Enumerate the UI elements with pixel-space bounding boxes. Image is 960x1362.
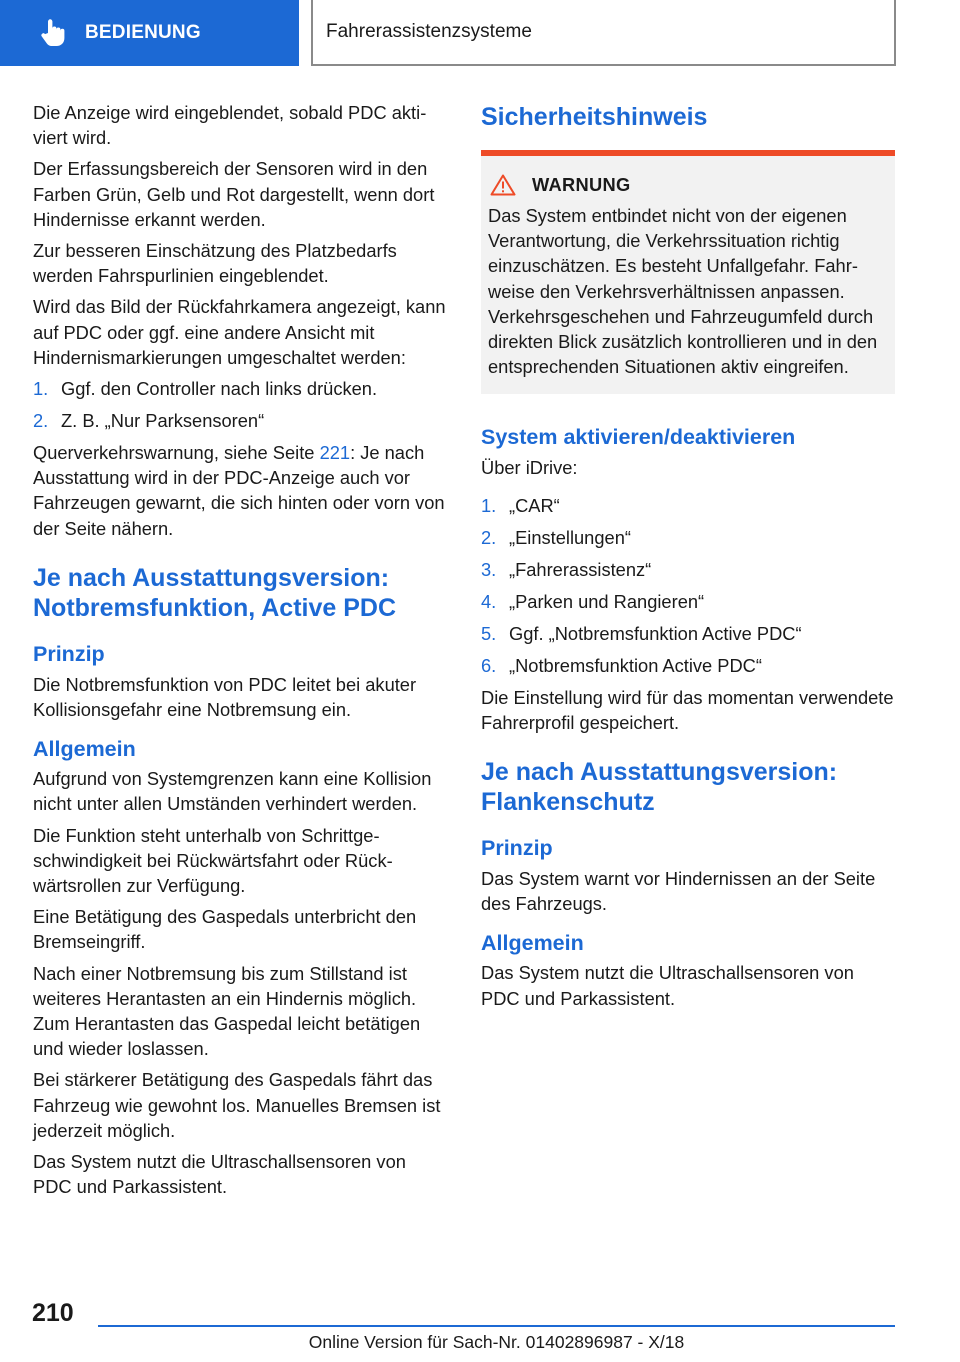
paragraph: Das System nutzt die Ultraschallsensoren von PDC und Parkassistent. [481, 962, 854, 1009]
list-item [481, 557, 895, 582]
list-item [481, 621, 895, 646]
step-list [481, 493, 895, 678]
section-label: BEDIENUNG [85, 22, 201, 43]
left-column [33, 100, 449, 1206]
paragraph: Nach einer Notbremsung bis zum Stillstand ist weiteres Herantasten an ein Hindernis möglich. Zum Herantasten das Gaspedal leicht betätigen und wieder loslassen. [33, 962, 421, 1060]
header-section-tab [0, 0, 299, 66]
step-number: 4. [481, 590, 497, 612]
page-number: 210 [32, 1299, 74, 1327]
warning-box [481, 150, 895, 394]
heading-sicherheitshinweis: Sicherheitshinweis [481, 103, 708, 131]
step-number: 2. [33, 410, 49, 432]
paragraph: Die Einstellung wird für das momentan verwendete Fahrerprofil gespeichert. [481, 686, 894, 733]
footer-text: Online Version für Sach-Nr. 01402896987 - X/18 [308, 1332, 685, 1352]
warning-title: WARNUNG [532, 174, 631, 195]
chapter-title-text: Fahrerassistenzsysteme [326, 21, 532, 42]
warning-triangle-icon [490, 174, 516, 196]
paragraph: Aufgrund von Systemgrenzen kann eine Kollision nicht unter allen Umständen verhindert werden. [33, 768, 432, 815]
step-number: 1. [481, 494, 497, 516]
paragraph: Die Notbremsfunktion von PDC leitet bei akuter Kollisionsgefahr eine Notbremsung ein. [33, 673, 417, 721]
step-number: 6. [481, 654, 497, 676]
step-number: 2. [481, 526, 497, 548]
step-list [33, 376, 449, 433]
warning-header [488, 174, 888, 196]
text-span: : Je nach Ausstattung wird in der PDC-Anzeige auch vor Fahrzeugen gewarnt, die sich hinten oder vorn von der Seite nähern. [33, 442, 445, 539]
step-text: Ggf. den Controller nach links drücken. [61, 378, 378, 400]
list-item [481, 525, 895, 550]
heading-notbremsfunktion: Je nach Ausstattungsversion: Notbremsfunktion, Active PDC [33, 563, 397, 622]
paragraph: Das System warnt vor Hindernissen an der Seite des Fahrzeugs. [481, 868, 876, 915]
page-link[interactable]: 221 [319, 442, 351, 464]
step-text: „Einstellungen“ [509, 526, 631, 548]
paragraph: Bei stärkerer Betätigung des Gaspedals fährt das Fahrzeug wie gewohnt los. Manuelles Bremsen ist jederzeit möglich. [33, 1069, 441, 1141]
step-text: „Fahrerassistenz“ [509, 558, 652, 580]
heading-allgemein: Allgemein [33, 737, 136, 762]
paragraph: Die Anzeige wird eingeblendet, sobald PDC aktiviert wird. [33, 102, 427, 149]
footer-divider [98, 1325, 895, 1327]
list-item [33, 376, 449, 401]
paragraph: Die Funktion steht unterhalb von Schrittgeschwindigkeit bei Rückwärtsfahrt oder Rückwärtsrollen zur Verfügung. [33, 824, 393, 897]
paragraph: Wird das Bild der Rückfahrkamera angezeigt, kann auf PDC oder ggf. eine andere Ansicht mit Hindernismarkierungen umgeschaltet werden: [33, 296, 446, 368]
heading-allgemein: Allgemein [481, 931, 584, 956]
paragraph: Das System nutzt die Ultraschallsensoren von PDC und Parkassistent. [33, 1151, 406, 1198]
chapter-title [311, 0, 896, 66]
paragraph [33, 440, 449, 541]
hand-pointer-icon [38, 18, 68, 48]
step-number: 3. [481, 558, 497, 580]
right-column [481, 100, 895, 1017]
step-text: „Parken und Rangieren“ [509, 590, 705, 612]
step-text: Ggf. „Notbremsfunktion Active PDC“ [509, 622, 802, 644]
paragraph: Über iDrive: [481, 457, 578, 479]
heading-flankenschutz: Je nach Ausstattungsversion: Flankenschutz [481, 758, 838, 817]
list-item [33, 408, 449, 433]
heading-system-aktivieren: System aktivieren/deaktivieren [481, 425, 796, 450]
text-span: Querverkehrswarnung, siehe Seite [33, 442, 320, 464]
heading-prinzip: Prinzip [481, 836, 553, 861]
step-text: „Notbremsfunktion Active PDC“ [509, 654, 762, 676]
heading-prinzip: Prinzip [33, 641, 105, 666]
paragraph: Zur besseren Einschätzung des Platzbedarfs werden Fahrspurlinien eingeblendet. [33, 240, 397, 287]
step-text: „CAR“ [509, 494, 560, 516]
list-item [481, 589, 895, 614]
list-item [481, 493, 895, 518]
step-number: 5. [481, 622, 497, 644]
step-number: 1. [33, 378, 49, 400]
list-item [481, 653, 895, 678]
step-text: Z. B. „Nur Parksensoren“ [61, 410, 265, 432]
paragraph: Der Erfassungsbereich der Sensoren wird in den Farben Grün, Gelb und Rot dargestellt, wenn dort Hindernisse erkannt werden. [33, 158, 435, 230]
paragraph: Eine Betätigung des Gaspedals unterbricht den Bremseingriff. [33, 906, 417, 953]
warning-text: Das System entbindet nicht von der eigenen Verantwortung, die Verkehrssituation richtig einzuschätzen. Es besteht Unfallgefahr. Fahrweise den Verkehrsverhältnissen anpassen. Verkehrsgeschehen und Fahrzeugumfeld durch direkten Blick zusätzlich kontrollieren und in den entsprechenden Situationen aktiv eingreifen. [488, 205, 878, 378]
